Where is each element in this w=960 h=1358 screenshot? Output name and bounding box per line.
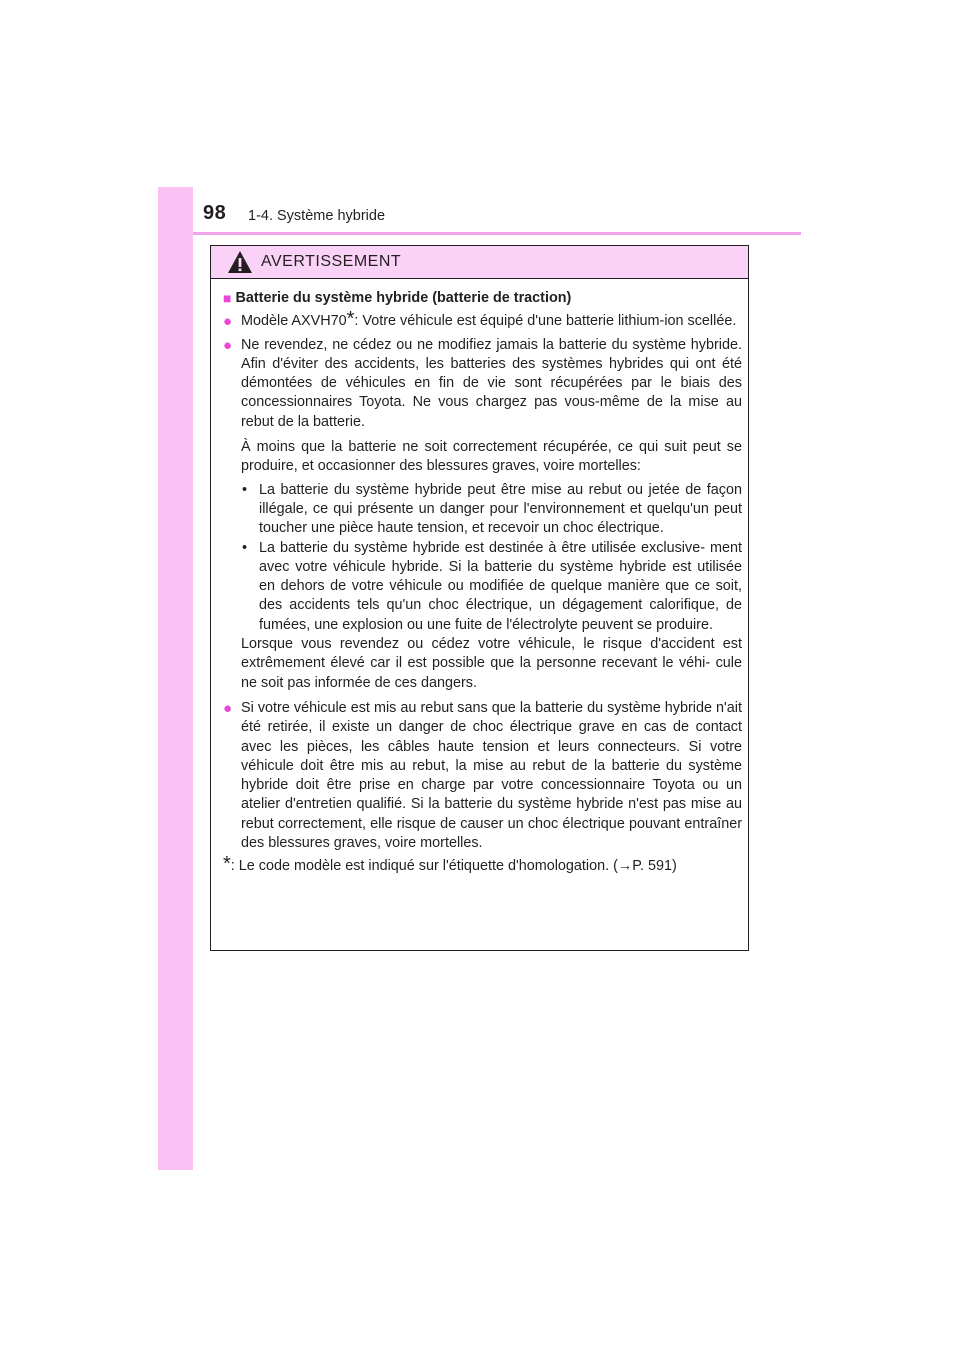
dash-list-item — [241, 481, 742, 539]
section-title: 1-4. Système hybride — [248, 208, 386, 224]
model-name: Modèle AXVH70 — [241, 313, 347, 330]
circle-bullet-icon: ● — [223, 336, 233, 354]
dash-item-text: La batterie du système hybride est destinée à être utilisée exclusive- ment avec votre véhicule hybride. Si la batterie du système hybride est utilisée en dehors de votre véhicule ou modifiée de quelque manière que ce soit, des accidents tels qu'un choc électrique, un dégagement calorifique, de fumées, une explosion ou une fuite de l'électrolyte peuvent se produire. — [259, 539, 742, 633]
subheading-text: Batterie du système hybride (batterie de traction) — [235, 290, 572, 306]
footnote — [223, 853, 742, 876]
warning-triangle-icon — [227, 250, 253, 274]
side-tab-band — [158, 187, 193, 1170]
square-bullet-icon: ■ — [223, 290, 232, 306]
bullet-text: Ne revendez, ne cédez ou ne modifiez jamais la batterie du système hybride. Afin d'éviter des accidents, les batteries des systèmes hybrides qui ont été démontées de véhicules en fin de vie sont récupérées par le biais des concessionnaires Toyota. Ne vous chargez pas vous-même de la mise au rebut de la batterie. — [241, 336, 742, 430]
dash-bullet-icon: • — [242, 539, 248, 556]
circle-bullet-icon: ● — [223, 313, 233, 331]
bullet-text: Si votre véhicule est mis au rebut sans que la batterie du système hybride n'ait été retirée, il existe un danger de choc électrique grave en cas de contact avec les pièces, les câbles haute tension et leurs connecteurs. Si votre véhicule doit être mis au rebut, la mise au rebut de la batterie du système hybride doit être prise en charge par votre concessionnaire Toyota ou un atelier d'entretien qualifié. Si la batterie du système hybride n'est pas mise au rebut correctement, elle risque de causer un choc électrique pouvant entraîner des blessures graves, voire mortelles. — [241, 699, 742, 852]
warning-box — [210, 245, 749, 951]
dash-bullet-icon: • — [242, 481, 248, 498]
warning-subheading — [223, 289, 742, 308]
header-rule — [193, 232, 801, 235]
closing-paragraph: Lorsque vous revendez ou cédez votre véhicule, le risque d'accident est extrêmement élevé car il est possible que la personne recevant le véhi- cule ne soit pas informée de ces dangers. — [241, 636, 742, 691]
circle-bullet-icon: ● — [223, 699, 233, 717]
intro-paragraph: À moins que la batterie ne soit correctement récupérée, ce qui suit peut se produire, et occasionner des blessures graves, voire mortelles: — [241, 439, 742, 475]
page-number: 98 — [203, 202, 227, 224]
bullet-text — [241, 308, 737, 331]
dash-list-item — [241, 539, 742, 635]
bullet-item — [223, 699, 742, 853]
footnote-asterisk: * — [223, 853, 231, 876]
asterisk-mark: * — [346, 308, 355, 331]
bullet-item — [223, 308, 742, 331]
warning-body — [211, 279, 748, 877]
footnote-text: : Le code modèle est indiqué sur l'étiquette d'homologation. (→P. 591) — [230, 858, 677, 875]
warning-title: AVERTISSEMENT — [261, 253, 402, 270]
bullet-text-rest: : Votre véhicule est équipé d'une batterie lithium-ion scellée. — [354, 313, 737, 330]
warning-header — [211, 246, 748, 279]
bullet-item — [223, 336, 742, 432]
dash-item-text: La batterie du système hybride peut être mise au rebut ou jetée de façon illégale, ce qui présente un danger pour l'environnement et quelqu'un peut toucher une pièce haute tension, et recevoir un choc électrique. — [259, 481, 742, 537]
